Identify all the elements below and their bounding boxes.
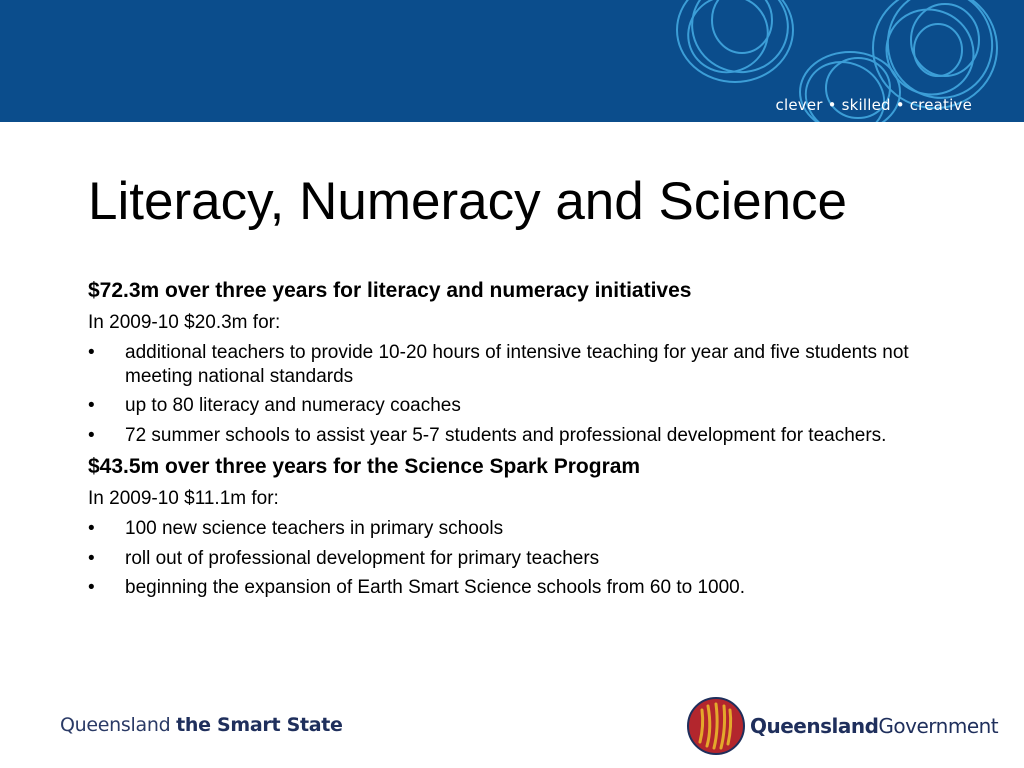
list-item [88,547,968,571]
bullet-icon: • [88,517,95,539]
bullet-list [88,517,968,600]
section-literacy-numeracy [88,278,968,448]
list-item [88,341,968,389]
section-subheading: In 2009-10 $20.3m for: [88,312,281,334]
list-item-text: 100 new science teachers in primary schools [125,517,504,539]
bullet-icon: • [88,425,95,447]
section-heading: $43.5m over three years for the Science Spark Program [88,454,641,478]
section-subheading: In 2009-10 $11.1m for: [88,488,279,510]
tagline: clever • skilled • creative [775,96,972,114]
list-item [88,394,968,418]
list-item-text: 72 summer schools to assist year 5-7 students and professional development for teachers. [125,425,887,447]
list-item-text: beginning the expansion of Earth Smart Science schools from 60 to 1000. [125,577,745,599]
section-science-spark [88,454,968,600]
list-item [88,517,968,541]
bullet-icon: • [88,577,95,599]
list-item-text: roll out of professional development for primary teachers [125,547,600,569]
queensland-government-wordmark [750,714,998,738]
slide-content [88,278,968,606]
slide-title: Literacy, Numeracy and Science [88,172,848,231]
list-item [88,576,968,600]
bullet-icon: • [88,547,95,569]
bullet-list [88,341,968,448]
footer-smart-state-regular: Queensland [60,714,177,736]
list-item [88,424,968,448]
list-item-text: up to 80 literacy and numeracy coaches [125,395,461,417]
section-heading: $72.3m over three years for literacy and numeracy initiatives [88,279,692,302]
queensland-government-logo [686,696,999,756]
bullet-icon: • [88,341,95,363]
queensland-crest-icon [686,696,746,756]
bullet-icon: • [88,395,95,417]
footer-smart-state-bold: the Smart State [176,714,343,736]
header-banner [0,0,1024,122]
footer-smart-state [60,714,343,736]
list-item-text: additional teachers to provide 10-20 hours of intensive teaching for year and five students not meeting national standards [125,341,909,387]
wordmark-bold: Queensland [750,714,879,738]
wordmark-regular: Government [878,714,999,738]
